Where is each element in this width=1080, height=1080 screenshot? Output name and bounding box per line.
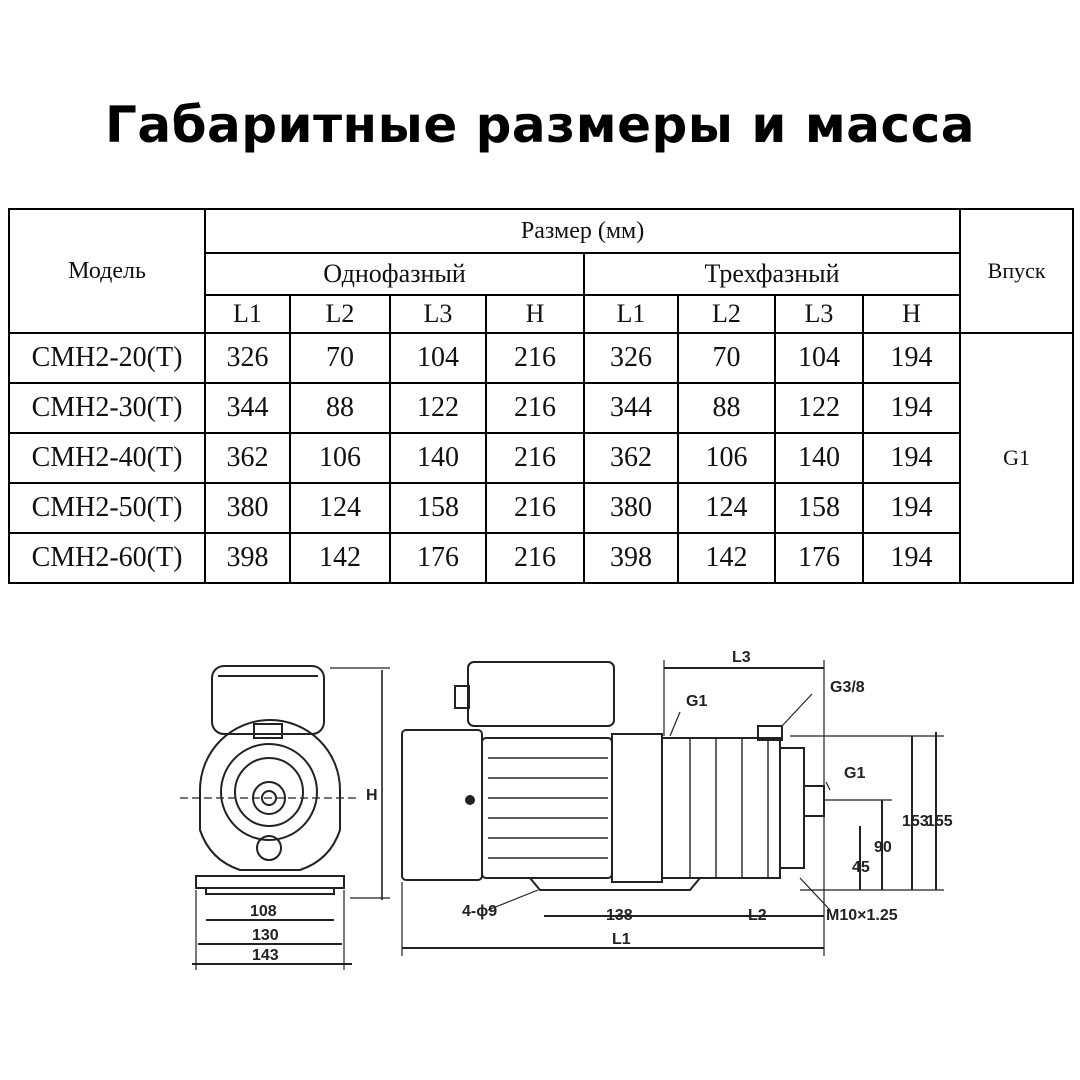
- value-cell: 216: [486, 483, 584, 533]
- dim-label-90: 90: [874, 839, 892, 856]
- model-cell: CMH2-50(T): [9, 483, 205, 533]
- column-header: H: [863, 295, 960, 333]
- size-header: Размер (мм): [205, 209, 960, 253]
- value-cell: 158: [390, 483, 486, 533]
- table-row: [9, 433, 1073, 483]
- value-cell: 158: [775, 483, 863, 533]
- value-cell: 124: [678, 483, 775, 533]
- model-cell: CMH2-60(T): [9, 533, 205, 583]
- value-cell: 326: [205, 333, 290, 383]
- value-cell: 104: [775, 333, 863, 383]
- table-row: [9, 383, 1073, 433]
- dim-label-g1-right: G1: [844, 765, 866, 782]
- value-cell: 216: [486, 333, 584, 383]
- column-header: L1: [205, 295, 290, 333]
- inlet-header: Впуск: [960, 209, 1073, 333]
- table-row: [9, 533, 1073, 583]
- value-cell: 362: [584, 433, 678, 483]
- column-header: H: [486, 295, 584, 333]
- dimensions-table: [8, 208, 1074, 584]
- single-phase-header: Однофазный: [205, 253, 584, 295]
- value-cell: 362: [205, 433, 290, 483]
- value-cell: 194: [863, 433, 960, 483]
- dim-label-155: 155: [926, 813, 953, 830]
- value-cell: 194: [863, 383, 960, 433]
- value-cell: 344: [205, 383, 290, 433]
- value-cell: 106: [678, 433, 775, 483]
- dim-label-143: 143: [252, 947, 279, 964]
- three-phase-header: Трехфазный: [584, 253, 960, 295]
- value-cell: 216: [486, 383, 584, 433]
- value-cell: 344: [584, 383, 678, 433]
- dim-label-108: 108: [250, 903, 277, 920]
- dim-label-thread: M10×1.25: [826, 907, 898, 924]
- dim-label-l2: L2: [748, 907, 767, 924]
- dim-label-153: 153: [902, 813, 929, 830]
- column-header: L3: [775, 295, 863, 333]
- value-cell: 104: [390, 333, 486, 383]
- value-cell: 142: [678, 533, 775, 583]
- page-title: Габаритные размеры и масса: [105, 96, 975, 154]
- value-cell: 122: [775, 383, 863, 433]
- value-cell: 216: [486, 533, 584, 583]
- value-cell: 70: [290, 333, 390, 383]
- dim-label-138: 138: [606, 907, 633, 924]
- column-header: L3: [390, 295, 486, 333]
- table-row: [9, 483, 1073, 533]
- front-view: [180, 666, 390, 970]
- dim-label-130: 130: [252, 927, 279, 944]
- inlet-cell: G1: [960, 333, 1073, 583]
- dim-label-l1: L1: [612, 931, 631, 948]
- value-cell: 142: [290, 533, 390, 583]
- pump-dimension-drawing: [0, 640, 1080, 980]
- model-cell: CMH2-40(T): [9, 433, 205, 483]
- column-header: L2: [678, 295, 775, 333]
- value-cell: 176: [775, 533, 863, 583]
- value-cell: 380: [205, 483, 290, 533]
- value-cell: 124: [290, 483, 390, 533]
- value-cell: 380: [584, 483, 678, 533]
- value-cell: 216: [486, 433, 584, 483]
- value-cell: 122: [390, 383, 486, 433]
- value-cell: 398: [205, 533, 290, 583]
- dim-label-45: 45: [852, 859, 870, 876]
- dim-label-h: H: [366, 787, 378, 804]
- value-cell: 398: [584, 533, 678, 583]
- dim-label-l3: L3: [732, 649, 751, 666]
- value-cell: 194: [863, 533, 960, 583]
- dim-label-holes: 4-ϕ9: [462, 903, 498, 920]
- model-header: Модель: [9, 209, 205, 333]
- value-cell: 88: [290, 383, 390, 433]
- value-cell: 106: [290, 433, 390, 483]
- value-cell: 88: [678, 383, 775, 433]
- model-cell: CMH2-30(T): [9, 383, 205, 433]
- dim-label-g38: G3/8: [830, 679, 865, 696]
- value-cell: 70: [678, 333, 775, 383]
- value-cell: 176: [390, 533, 486, 583]
- value-cell: 194: [863, 483, 960, 533]
- model-cell: CMH2-20(T): [9, 333, 205, 383]
- value-cell: 326: [584, 333, 678, 383]
- value-cell: 140: [390, 433, 486, 483]
- table-row: [9, 333, 1073, 383]
- column-header: L2: [290, 295, 390, 333]
- value-cell: 140: [775, 433, 863, 483]
- value-cell: 194: [863, 333, 960, 383]
- column-header: L1: [584, 295, 678, 333]
- dim-label-g1-top: G1: [686, 693, 708, 710]
